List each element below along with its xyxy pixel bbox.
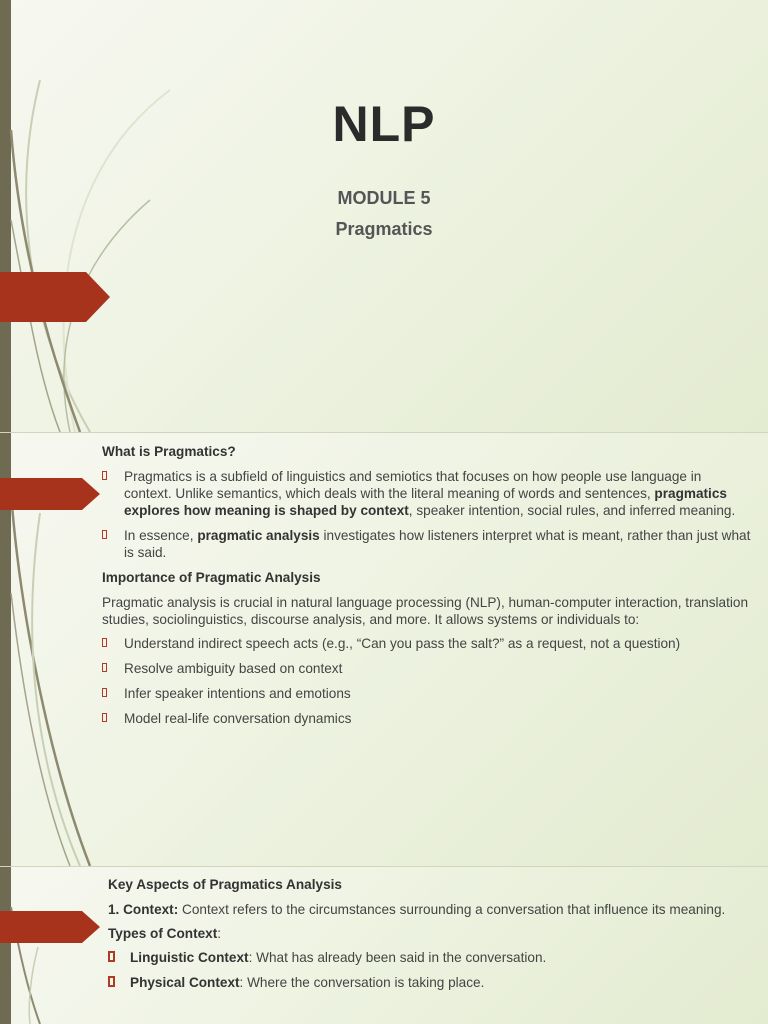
square-bullet-icon xyxy=(108,976,115,987)
accent-tab xyxy=(0,478,100,510)
list-item xyxy=(108,949,753,966)
paragraph xyxy=(108,901,753,918)
square-bullet-icon xyxy=(108,951,115,962)
item-text: Pragmatics is a subfield of linguistics and semiotics that focuses on how people use language in context. Unlike semantics, which deals with the literal meaning of words and sentences, xyxy=(124,469,702,501)
section-heading: Importance of Pragmatic Analysis xyxy=(102,570,321,585)
list-item xyxy=(102,685,752,702)
section-heading: Key Aspects of Pragmatics Analysis xyxy=(108,877,342,892)
subtitle: Pragmatics xyxy=(335,219,433,239)
item-text: investigates how listeners interpret what is meant, rather than just what is said. xyxy=(124,528,751,560)
square-bullet-icon xyxy=(102,471,107,480)
item-text: : What has already been said in the conversation. xyxy=(248,950,547,965)
item-text: Resolve ambiguity based on context xyxy=(124,661,343,676)
decorative-swoosh-icon xyxy=(0,0,200,432)
item-label: Linguistic Context xyxy=(130,950,249,965)
item-bold-text: pragmatics explores how meaning is shaped by context xyxy=(124,486,727,518)
section-heading: What is Pragmatics? xyxy=(102,444,236,459)
item-bold-text: pragmatic analysis xyxy=(197,528,320,543)
square-bullet-icon xyxy=(102,530,107,539)
accent-tab xyxy=(0,911,100,943)
context-text: Context refers to the circumstances surrounding a conversation that influence its meaning. xyxy=(178,902,726,917)
slide-content xyxy=(108,876,753,999)
square-bullet-icon xyxy=(102,663,107,672)
square-bullet-icon xyxy=(102,638,107,647)
types-label: Types of Context xyxy=(108,926,218,941)
importance-list xyxy=(102,635,752,727)
context-types-list xyxy=(108,949,753,991)
module-label: MODULE 5 xyxy=(337,188,431,208)
definition-list xyxy=(102,468,752,561)
list-item xyxy=(108,974,753,991)
paragraph: Pragmatic analysis is crucial in natural language processing (NLP), human-computer interaction, translation studies, sociolinguistics, discourse analysis, and more. It allows systems or individuals to: xyxy=(102,595,749,627)
context-label: 1. Context: xyxy=(108,902,179,917)
item-text: , speaker intention, social rules, and inferred meaning. xyxy=(408,503,736,518)
item-text: Infer speaker intentions and emotions xyxy=(124,686,351,701)
item-label: Physical Context xyxy=(130,975,240,990)
list-item xyxy=(102,635,752,652)
page-title: NLP xyxy=(332,96,436,152)
item-text: Model real-life conversation dynamics xyxy=(124,711,352,726)
title-slide xyxy=(0,0,768,432)
key-aspects-slide xyxy=(0,867,768,1024)
item-text: : Where the conversation is taking place. xyxy=(239,975,485,990)
pragmatics-slide xyxy=(0,433,768,866)
types-heading xyxy=(108,925,753,942)
list-item xyxy=(102,468,752,519)
types-colon: : xyxy=(217,926,222,941)
list-item xyxy=(102,527,752,561)
item-text: Understand indirect speech acts (e.g., “Can you pass the salt?” as a request, not a question) xyxy=(124,636,681,651)
square-bullet-icon xyxy=(102,688,107,697)
square-bullet-icon xyxy=(102,713,107,722)
slide-content xyxy=(102,443,752,735)
list-item xyxy=(102,660,752,677)
item-text: In essence, xyxy=(124,528,198,543)
list-item xyxy=(102,710,752,727)
decorative-swoosh-icon xyxy=(0,867,80,1024)
